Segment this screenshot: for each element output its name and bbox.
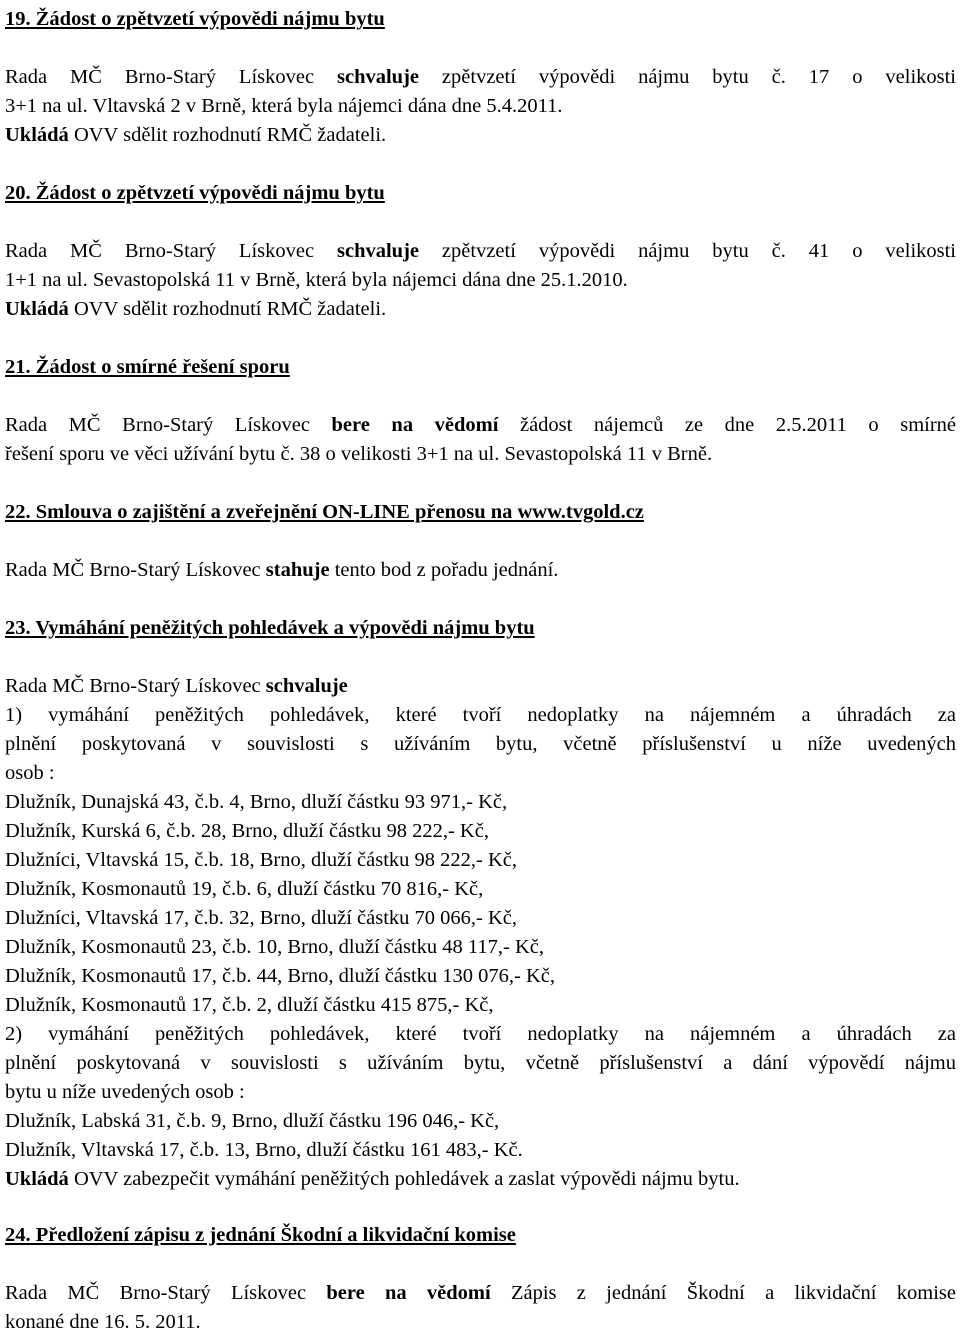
section-22-line: Rada MČ Brno-Starý Lískovec stahuje tento bod z pořadu jednání. — [5, 559, 559, 581]
section-23-part2-line-1: 2) vymáhání peněžitých pohledávek, které tvoří nedoplatky na nájemném a úhradách za — [5, 1023, 956, 1045]
debtor-line: Dlužník, Vltavská 17, č.b. 13, Brno, dluží částku 161 483,- Kč. — [5, 1139, 523, 1161]
debtor-line: Dlužník, Kosmonautů 17, č.b. 44, Brno, dluží částku 130 076,- Kč, — [5, 965, 556, 987]
section-21-line-2: řešení sporu ve věci užívání bytu č. 38 o velikosti 3+1 na ul. Sevastopolská 11 v Brně. — [5, 443, 713, 465]
section-19-line-1: Rada MČ Brno-Starý Lískovec schvaluje zpětvzetí výpovědi nájmu bytu č. 17 o velikosti — [5, 66, 957, 88]
section-21-heading: 21. Žádost o smírné řešení sporu — [5, 356, 290, 378]
section-23-resolution — [5, 672, 956, 1194]
section-23-part2-line-3: bytu u níže uvedených osob : — [5, 1081, 245, 1103]
section-22-resolution — [5, 556, 956, 585]
section-20-line-2: 1+1 na ul. Sevastopolská 11 v Brně, která byla nájemci dána dne 25.1.2010. — [5, 269, 628, 291]
debtor-line: Dlužník, Kosmonautů 19, č.b. 6, dluží částku 70 816,- Kč, — [5, 878, 484, 900]
debtor-line: Dlužník, Kosmonautů 17, č.b. 2, dluží částku 415 875,- Kč, — [5, 994, 494, 1016]
section-23-part1-line-1: 1) vymáhání peněžitých pohledávek, které tvoří nedoplatky na nájemném a úhradách za — [5, 704, 956, 726]
section-20-line-1: Rada MČ Brno-Starý Lískovec schvaluje zpětvzetí výpovědi nájmu bytu č. 41 o velikosti — [5, 240, 957, 262]
section-19-line-2: 3+1 na ul. Vltavská 2 v Brně, která byla nájemci dána dne 5.4.2011. — [5, 95, 563, 117]
section-23-intro: Rada MČ Brno-Starý Lískovec schvaluje — [5, 675, 348, 697]
section-24-heading: 24. Předložení zápisu z jednání Škodní a likvidační komise — [5, 1224, 516, 1246]
debtor-line: Dlužník, Kurská 6, č.b. 28, Brno, dluží částku 98 222,- Kč, — [5, 820, 489, 842]
section-23-heading: 23. Vymáhání peněžitých pohledávek a výpovědi nájmu bytu — [5, 617, 535, 639]
debtor-line: Dlužník, Kosmonautů 23, č.b. 10, Brno, dluží částku 48 117,- Kč, — [5, 936, 544, 958]
section-24-line-2: konané dne 16. 5. 2011. — [5, 1311, 201, 1333]
section-24-resolution — [5, 1279, 956, 1337]
section-23-task: Ukládá OVV zabezpečit vymáhání peněžitých pohledávek a zaslat výpovědi nájmu bytu. — [5, 1168, 740, 1190]
section-23-part2-line-2: plnění poskytovaná v souvislosti s užíváním bytu, včetně příslušenství a dání výpovědí nájmu — [5, 1052, 956, 1074]
section-19-heading: 19. Žádost o zpětvzetí výpovědi nájmu bytu — [5, 8, 385, 30]
section-20-task: Ukládá OVV sdělit rozhodnutí RMČ žadateli. — [5, 298, 387, 320]
section-22-heading: 22. Smlouva o zajištění a zveřejnění ON-LINE přenosu na www.tvgold.cz — [5, 501, 644, 523]
section-23-part1-line-3: osob : — [5, 762, 55, 784]
debtor-line: Dlužník, Dunajská 43, č.b. 4, Brno, dluží částku 93 971,- Kč, — [5, 791, 508, 813]
debtor-line: Dlužník, Labská 31, č.b. 9, Brno, dluží částku 196 046,- Kč, — [5, 1110, 500, 1132]
section-24-line-1: Rada MČ Brno-Starý Lískovec bere na vědomí Zápis z jednání Škodní a likvidační komise — [5, 1282, 956, 1304]
section-21-line-1: Rada MČ Brno-Starý Lískovec bere na vědomí žádost nájemců ze dne 2.5.2011 o smírné — [5, 414, 957, 436]
section-19-resolution — [5, 63, 956, 150]
section-20-heading: 20. Žádost o zpětvzetí výpovědi nájmu bytu — [5, 182, 385, 204]
debtor-line: Dlužníci, Vltavská 15, č.b. 18, Brno, dluží částku 98 222,- Kč, — [5, 849, 518, 871]
section-19-task: Ukládá OVV sdělit rozhodnutí RMČ žadateli. — [5, 124, 387, 146]
debtor-line: Dlužníci, Vltavská 17, č.b. 32, Brno, dluží částku 70 066,- Kč, — [5, 907, 518, 929]
section-20-resolution — [5, 237, 956, 324]
section-21-resolution — [5, 411, 956, 469]
section-23-part1-line-2: plnění poskytovaná v souvislosti s užíváním bytu, včetně příslušenství u níže uvedených — [5, 733, 956, 755]
